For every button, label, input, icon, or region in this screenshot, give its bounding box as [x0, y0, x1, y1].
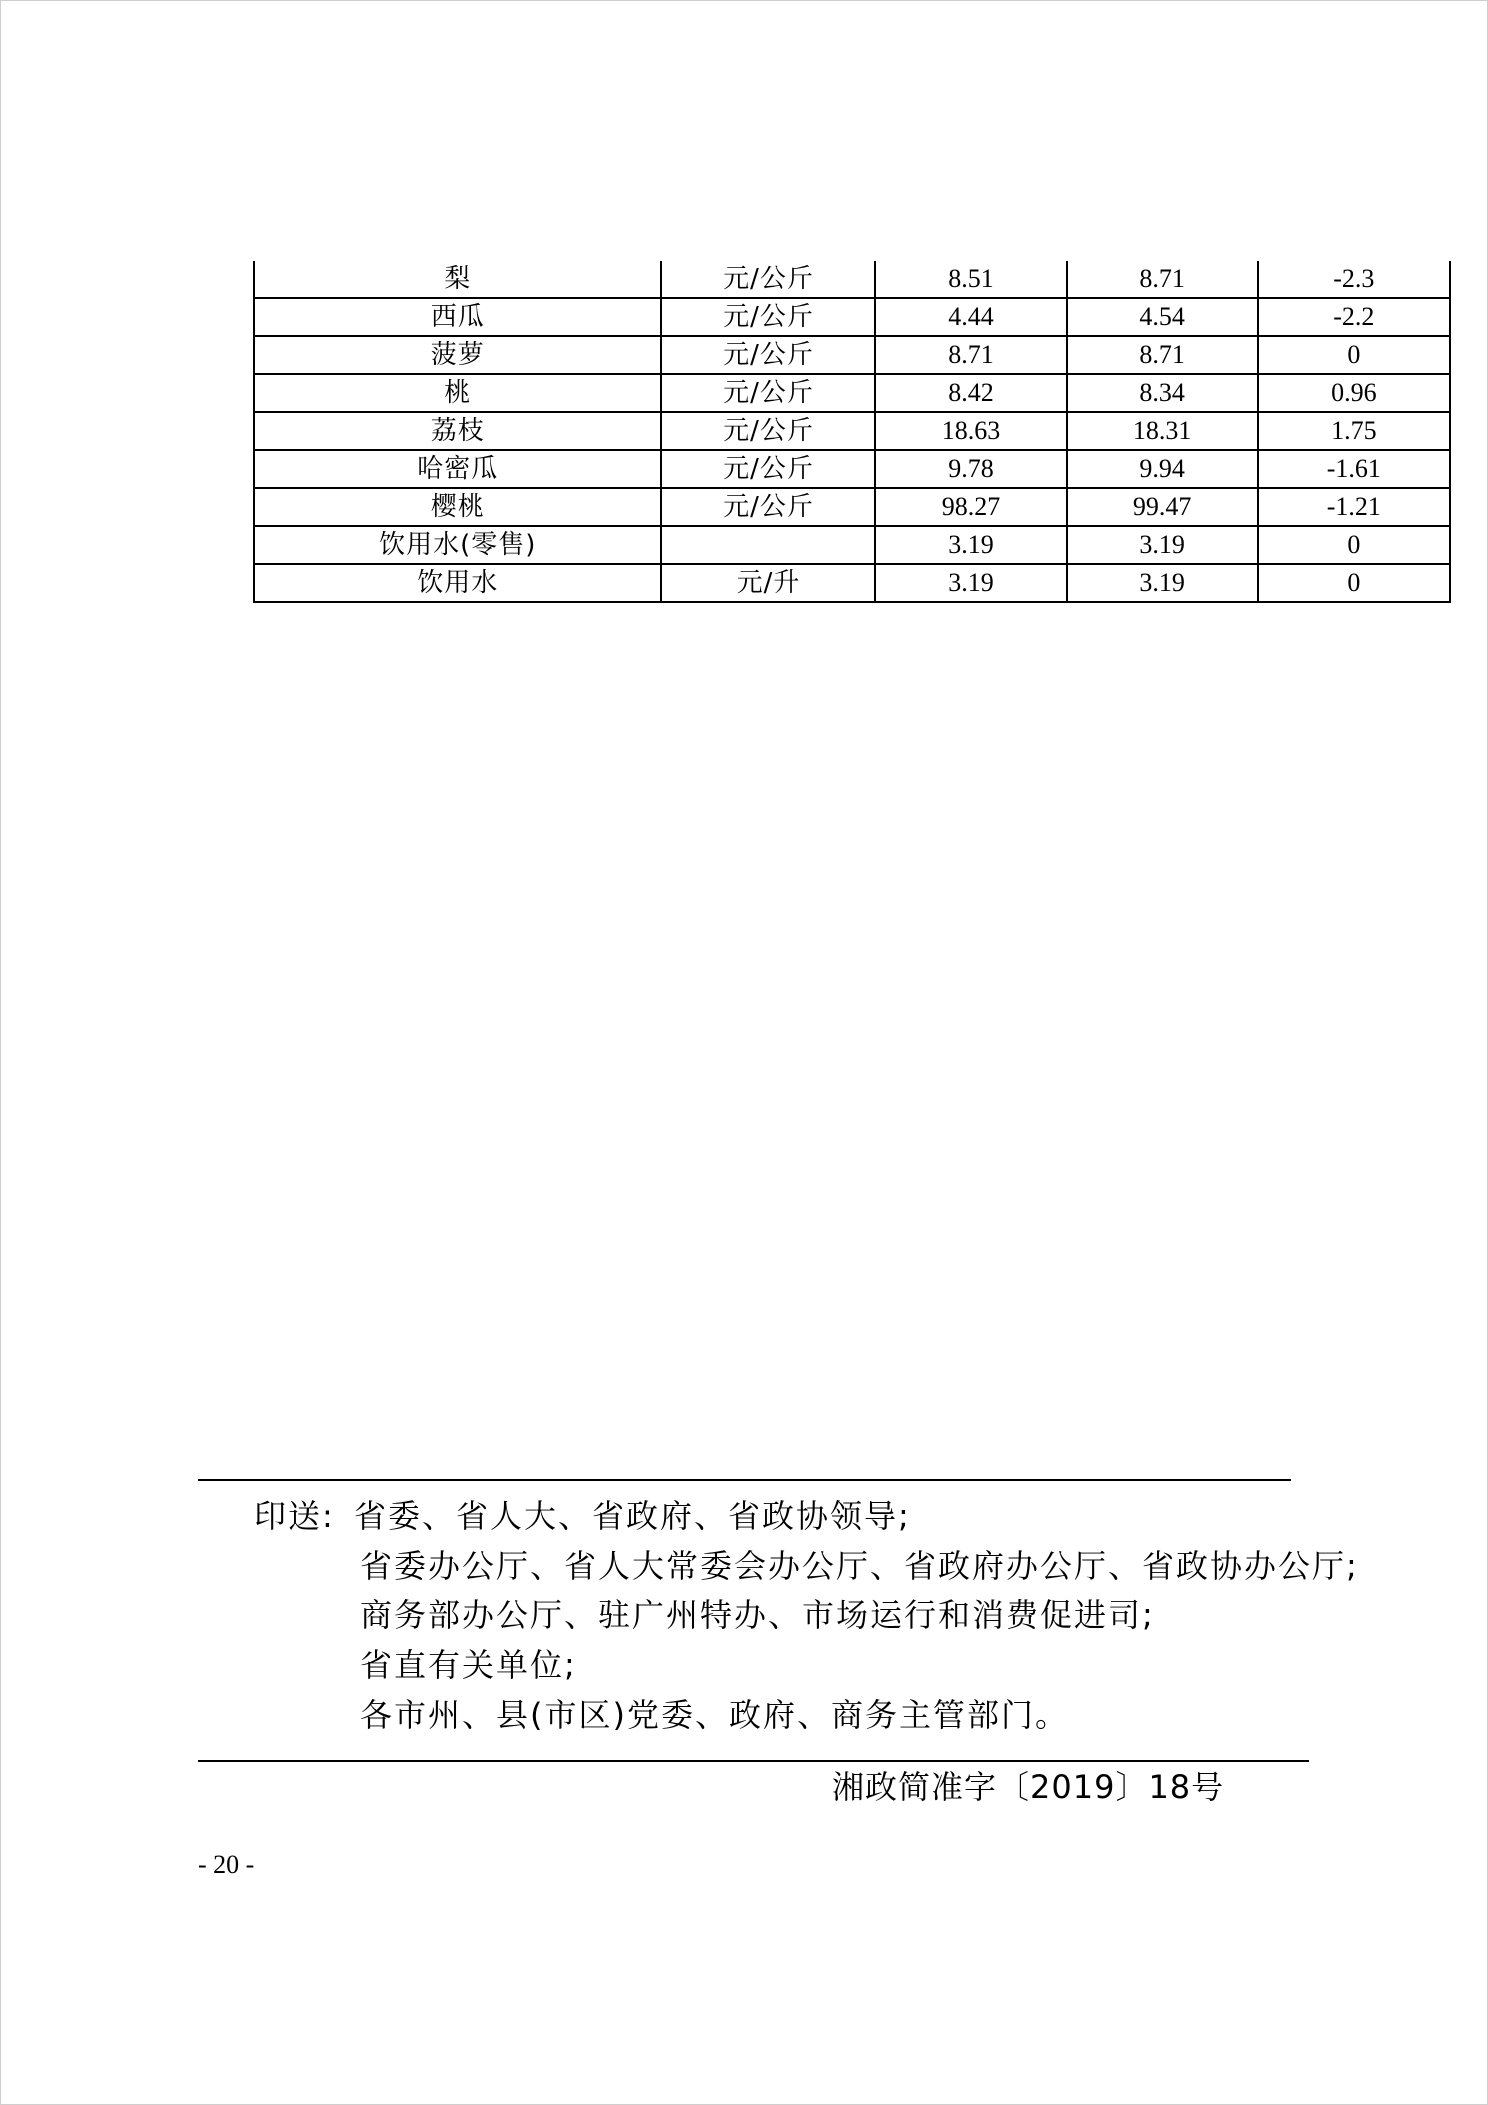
change-percent: -2.2: [1258, 298, 1450, 336]
page-number: - 20 -: [198, 1850, 255, 1879]
document-number: 湘政简准字〔2019〕18号: [832, 1768, 1225, 1806]
item-name: 荔枝: [254, 412, 661, 450]
item-unit: 元/公斤: [661, 336, 875, 374]
current-price: 8.71: [875, 336, 1066, 374]
previous-price: 9.94: [1067, 450, 1258, 488]
cc-top-rule: [198, 1479, 1291, 1481]
current-price: 18.63: [875, 412, 1066, 450]
current-price: 8.42: [875, 374, 1066, 412]
table-row: [254, 526, 1450, 564]
table-row: [254, 374, 1450, 412]
item-unit: 元/公斤: [661, 374, 875, 412]
item-unit: 元/公斤: [661, 261, 875, 298]
cc-recipients-line: 各市州、县(市区)党委、政府、商务主管部门。: [360, 1696, 1069, 1734]
current-price: 98.27: [875, 488, 1066, 526]
previous-price: 18.31: [1067, 412, 1258, 450]
item-unit: 元/公斤: [661, 450, 875, 488]
cc-recipients-line: 商务部办公厅、驻广州特办、市场运行和消费促进司;: [360, 1596, 1155, 1634]
item-name: 饮用水(零售): [254, 526, 661, 564]
cc-label: 印送:: [254, 1497, 335, 1535]
previous-price: 8.34: [1067, 374, 1258, 412]
current-price: 8.51: [875, 261, 1066, 298]
cc-recipients-line: 省委办公厅、省人大常委会办公厅、省政府办公厅、省政协办公厅;: [360, 1547, 1359, 1585]
table-row: [254, 298, 1450, 336]
change-percent: -1.61: [1258, 450, 1450, 488]
previous-price: 99.47: [1067, 488, 1258, 526]
current-price: 3.19: [875, 564, 1066, 602]
item-name: 梨: [254, 261, 661, 298]
item-name: 饮用水: [254, 564, 661, 602]
item-name: 樱桃: [254, 488, 661, 526]
previous-price: 8.71: [1067, 261, 1258, 298]
table-row: [254, 412, 1450, 450]
change-percent: 0: [1258, 336, 1450, 374]
item-unit: [661, 526, 875, 564]
item-name: 西瓜: [254, 298, 661, 336]
change-percent: -1.21: [1258, 488, 1450, 526]
price-table: [253, 261, 1451, 603]
item-name: 桃: [254, 374, 661, 412]
item-name: 菠萝: [254, 336, 661, 374]
table-row: [254, 450, 1450, 488]
change-percent: -2.3: [1258, 261, 1450, 298]
change-percent: 0: [1258, 564, 1450, 602]
item-name: 哈密瓜: [254, 450, 661, 488]
table-row: [254, 488, 1450, 526]
previous-price: 4.54: [1067, 298, 1258, 336]
current-price: 3.19: [875, 526, 1066, 564]
item-unit: 元/公斤: [661, 488, 875, 526]
table-row: [254, 564, 1450, 602]
cc-recipients-line: 省直有关单位;: [360, 1646, 577, 1684]
item-unit: 元/公斤: [661, 412, 875, 450]
table-row: [254, 336, 1450, 374]
table-row: [254, 261, 1450, 298]
item-unit: 元/公斤: [661, 298, 875, 336]
previous-price: 8.71: [1067, 336, 1258, 374]
cc-recipients-line: 省委、省人大、省政府、省政协领导;: [354, 1497, 911, 1535]
previous-price: 3.19: [1067, 526, 1258, 564]
change-percent: 0.96: [1258, 374, 1450, 412]
change-percent: 1.75: [1258, 412, 1450, 450]
current-price: 4.44: [875, 298, 1066, 336]
item-unit: 元/升: [661, 564, 875, 602]
previous-price: 3.19: [1067, 564, 1258, 602]
change-percent: 0: [1258, 526, 1450, 564]
current-price: 9.78: [875, 450, 1066, 488]
